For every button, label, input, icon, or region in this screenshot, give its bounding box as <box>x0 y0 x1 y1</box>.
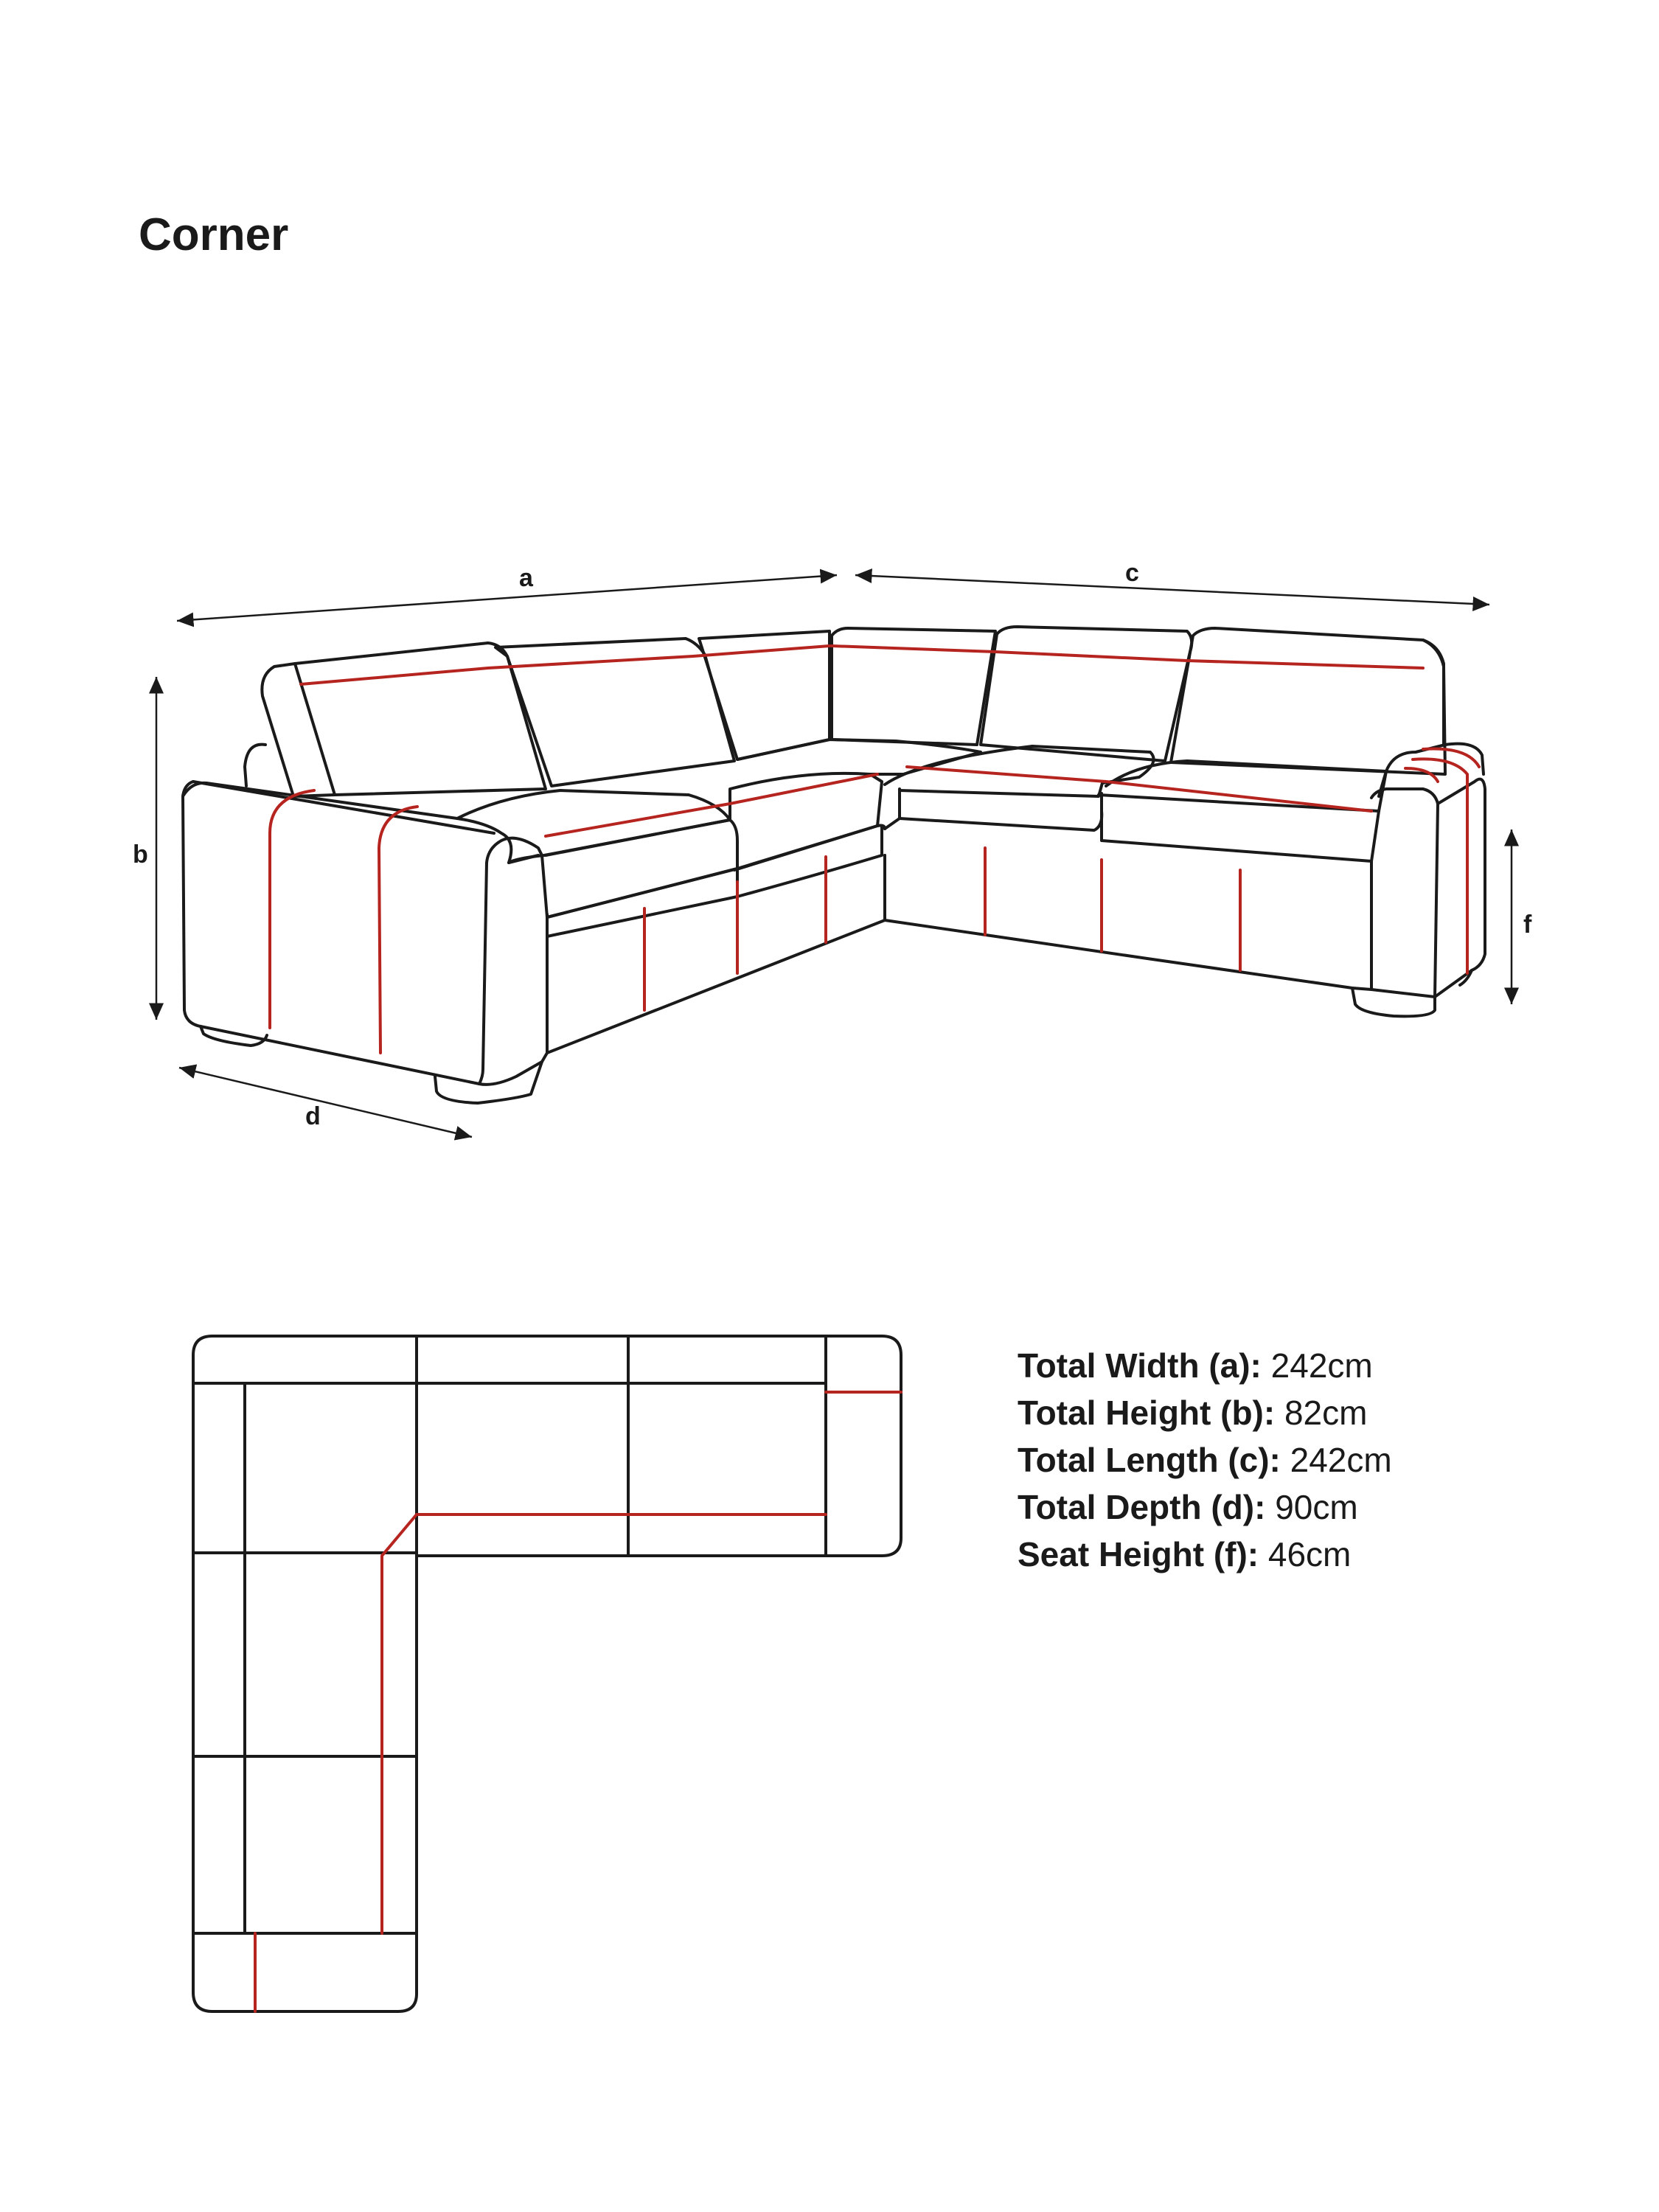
left-arm-side <box>193 782 494 833</box>
left-leg-2 <box>435 1062 542 1103</box>
right-back-frame <box>1423 640 1444 745</box>
seat-front-right-2 <box>1102 811 1379 861</box>
base-front-left <box>547 855 885 1053</box>
seat-cushion-right-1 <box>885 746 1154 796</box>
spec-row-height <box>1018 1389 1392 1436</box>
stitch-arm-right-1 <box>1405 768 1438 782</box>
spec-row-length <box>1018 1436 1392 1484</box>
left-arm-front-curve <box>479 838 547 1084</box>
dimension-d-label: d <box>305 1102 321 1130</box>
seat-front-left <box>547 826 885 918</box>
spec-label: Total Depth (d): <box>1018 1488 1266 1526</box>
plan-outline <box>193 1336 901 2011</box>
plan-stitch-seat <box>382 1514 826 1933</box>
left-arm-body <box>183 796 547 1085</box>
seat-front-left-lip <box>547 826 882 936</box>
right-arm-body <box>1371 789 1438 997</box>
dimension-b-label: b <box>133 841 148 869</box>
spec-label: Seat Height (f): <box>1018 1535 1259 1573</box>
spec-value: 242cm <box>1270 1346 1373 1385</box>
spec-value: 82cm <box>1284 1394 1368 1432</box>
page-title: Corner <box>139 209 289 260</box>
spec-value: 242cm <box>1290 1441 1392 1479</box>
dimension-f-label: f <box>1523 911 1532 939</box>
dimension-c-arrow <box>855 575 1489 605</box>
stitch-arm-left-1 <box>270 790 314 1028</box>
sofa-plan-view <box>193 1336 901 2011</box>
stitch-seat-right <box>907 767 1371 811</box>
spec-label: Total Length (c): <box>1018 1441 1281 1479</box>
spec-value: 90cm <box>1275 1488 1358 1526</box>
stitch-arm-left-2 <box>379 807 417 1053</box>
dimension-a-arrow <box>177 575 837 621</box>
spec-row-depth <box>1018 1484 1392 1531</box>
spec-row-seat-height <box>1018 1531 1392 1578</box>
spec-list <box>1018 1342 1392 1578</box>
left-back-outer <box>245 745 265 786</box>
sofa-perspective-view <box>133 559 1532 1137</box>
spec-row-width <box>1018 1342 1392 1389</box>
dimension-a-label: a <box>519 564 533 592</box>
spec-value: 46cm <box>1267 1535 1352 1573</box>
spec-label: Total Width (a): <box>1018 1346 1262 1385</box>
dimension-c-label: c <box>1125 559 1139 587</box>
base-front-right <box>885 861 1371 990</box>
spec-label: Total Height (b): <box>1018 1394 1276 1432</box>
base-front-right-top <box>885 818 900 829</box>
stitch-back-right <box>832 646 1423 668</box>
right-arm-outer <box>1435 779 1485 997</box>
dimension-d-arrow <box>179 1068 472 1137</box>
stitch-back-left <box>301 646 830 684</box>
back-cushion-5 <box>981 627 1192 761</box>
